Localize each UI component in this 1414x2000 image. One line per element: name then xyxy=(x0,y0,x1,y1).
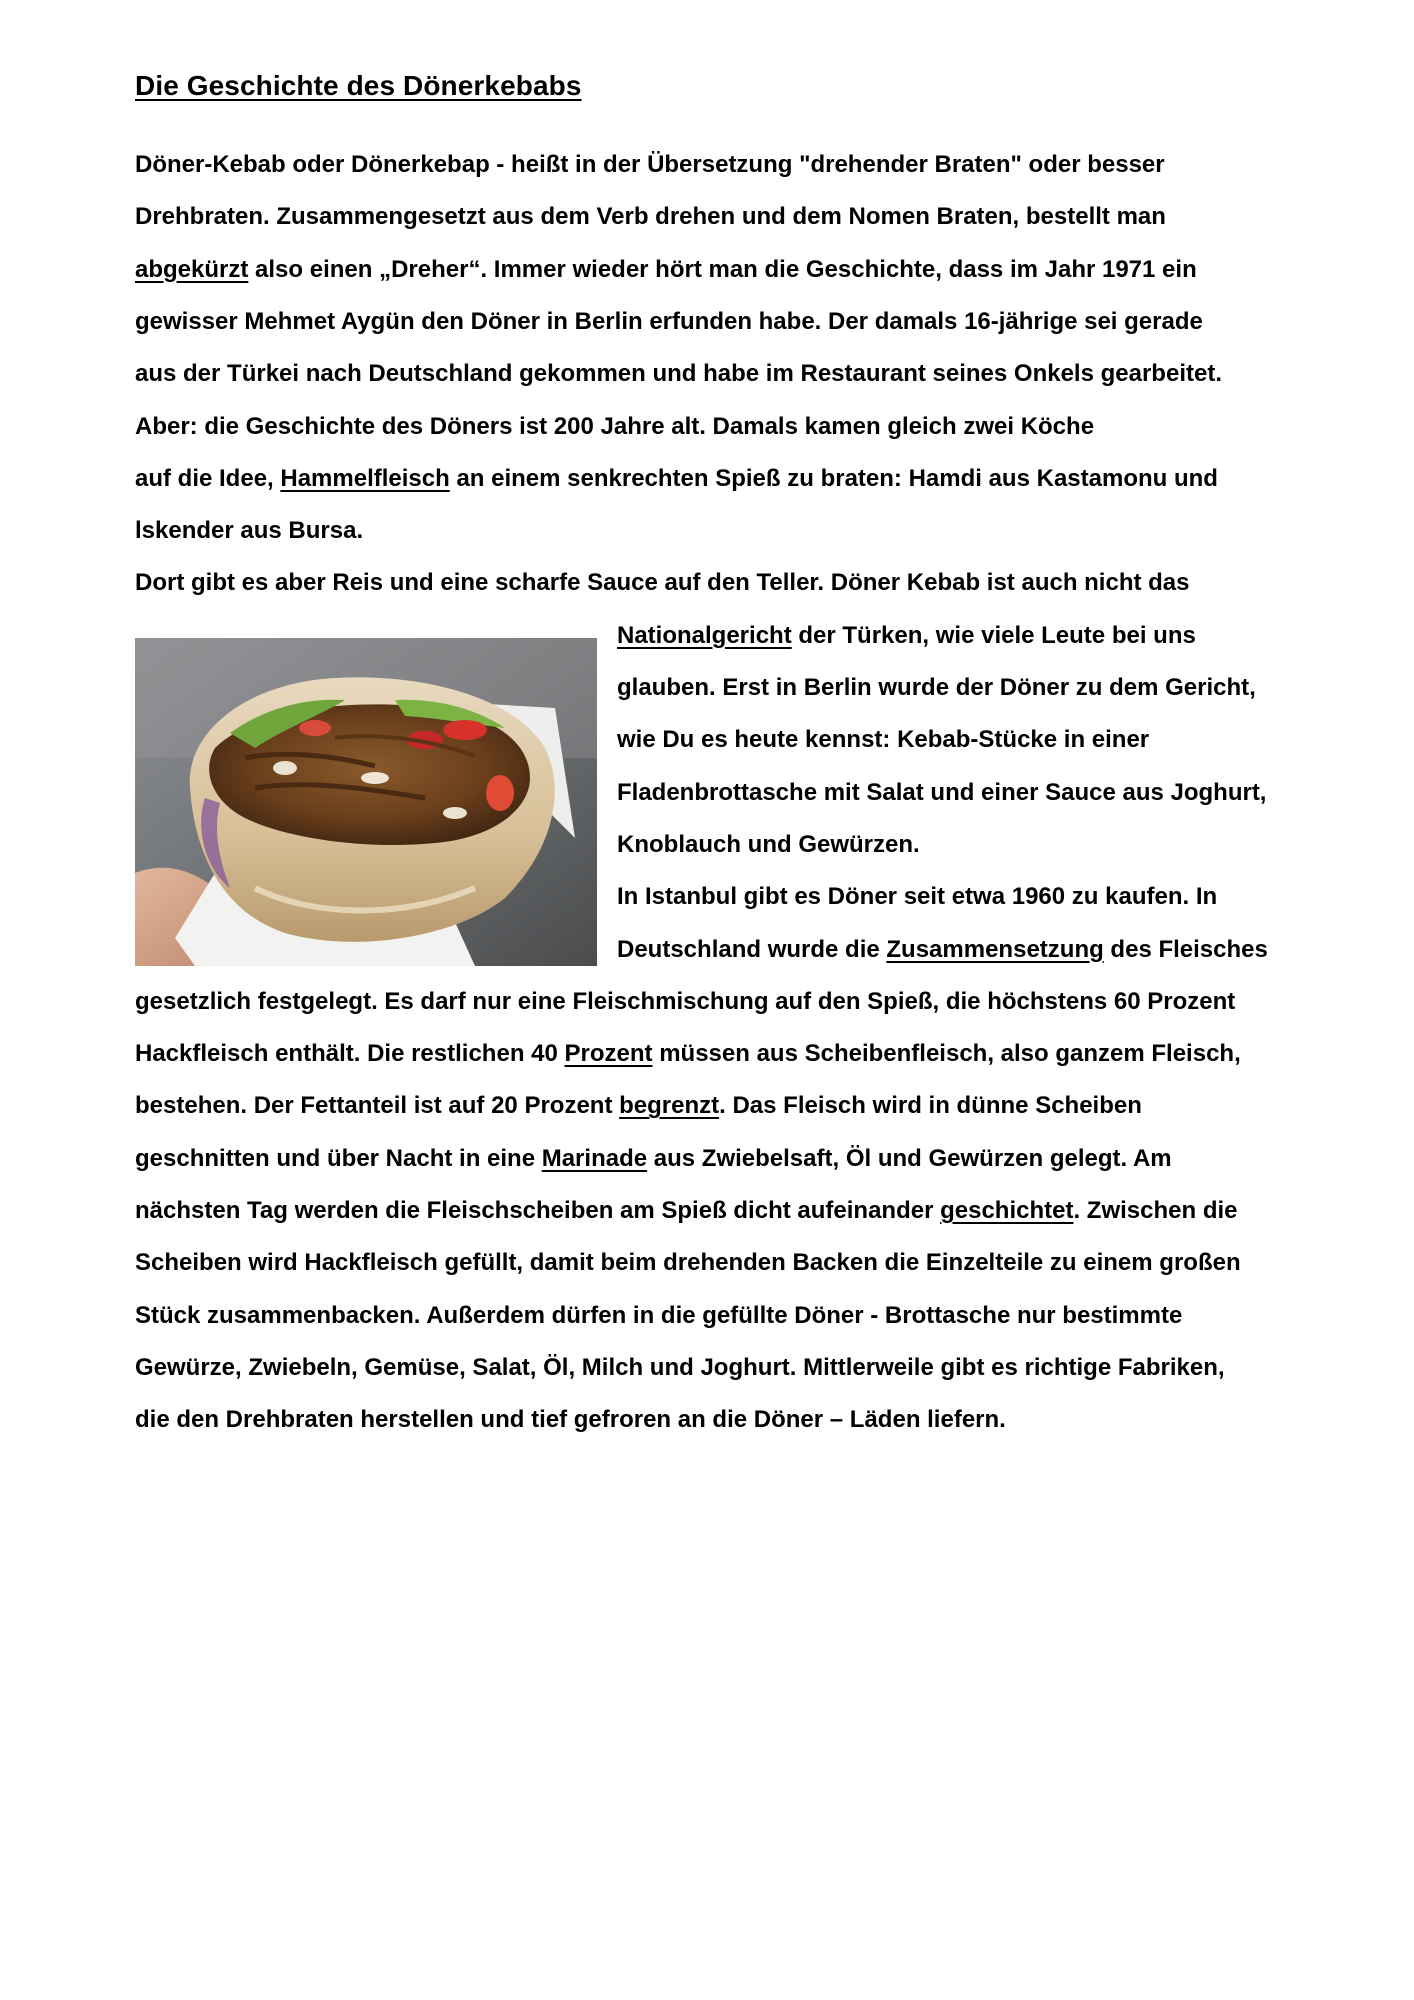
text-segment: des Fleisches xyxy=(1103,935,1268,963)
text-segment: In Istanbul gibt es Döner seit etwa 1960 zu kaufen. In xyxy=(617,883,1218,911)
text-line xyxy=(135,1196,1238,1226)
text-segment: Drehbraten. Zusammengesetzt aus dem Verb drehen und dem Nomen Braten, bestellt man xyxy=(135,203,1166,231)
underlined-term: Prozent xyxy=(564,1040,653,1068)
text-segment: gesetzlich festgelegt. Es darf nur eine Fleischmischung auf den Spieß, die höchstens 60 Prozent xyxy=(135,987,1236,1015)
text-line xyxy=(135,1353,1225,1383)
text-segment: Aber: die Geschichte des Döners ist 200 Jahre alt. Damals kamen gleich zwei Köche xyxy=(135,412,1095,440)
text-line xyxy=(135,359,1222,389)
text-segment: . Das Fleisch wird in dünne Scheiben xyxy=(719,1092,1142,1120)
text-segment: müssen aus Scheibenfleisch, also ganzem Fleisch, xyxy=(652,1040,1241,1068)
text-line xyxy=(617,673,1256,703)
doner-kebab-photo xyxy=(135,638,597,966)
text-segment: nächsten Tag werden die Fleischscheiben am Spieß dicht aufeinander xyxy=(135,1197,941,1224)
text-line xyxy=(135,412,1094,442)
text-line xyxy=(135,1405,1006,1435)
text-line xyxy=(135,987,1235,1017)
text-segment: bestehen. Der Fettanteil ist auf 20 Prozent xyxy=(135,1092,620,1120)
text-segment: wie Du es heute kennst: Kebab-Stücke in einer xyxy=(617,726,1150,754)
text-segment: lskender aus Bursa. xyxy=(135,517,364,545)
text-segment: Dort gibt es aber Reis und eine scharfe Sauce auf den Teller. Döner Kebab ist auch nicht das xyxy=(135,569,1190,597)
text-segment: auf die Idee, xyxy=(135,464,281,492)
text-line xyxy=(617,935,1268,965)
underlined-term: Hammelfleisch xyxy=(280,464,450,492)
text-segment: an einem senkrechten Spieß zu braten: Hamdi aus Kastamonu und xyxy=(449,464,1218,492)
text-line xyxy=(135,202,1166,232)
text-segment: . Zwischen die xyxy=(1073,1197,1238,1224)
underlined-term: Marinade xyxy=(541,1144,648,1172)
text-segment: Hackfleisch enthält. Die restlichen 40 xyxy=(135,1040,565,1068)
text-line xyxy=(135,1091,1142,1121)
text-line xyxy=(135,516,363,546)
text-segment: geschnitten und über Nacht in eine xyxy=(135,1144,542,1172)
underlined-term: Nationalgericht xyxy=(617,621,792,649)
text-line xyxy=(617,621,1196,651)
text-segment: Fladenbrottasche mit Salat und einer Sauce aus Joghurt, xyxy=(617,778,1267,806)
text-segment: die den Drehbraten herstellen und tief gefroren an die Döner – Läden liefern. xyxy=(135,1406,1006,1434)
text-line xyxy=(135,1039,1241,1069)
text-line xyxy=(617,725,1149,755)
text-segment: also einen „Dreher“. Immer wieder hört man die Geschichte, dass im Jahr 1971 ein xyxy=(248,255,1197,283)
text-line xyxy=(617,778,1266,808)
text-segment: der Türken, wie viele Leute bei uns xyxy=(791,621,1196,649)
text-line xyxy=(617,830,920,860)
text-line xyxy=(617,882,1217,912)
text-line xyxy=(135,464,1218,494)
text-line xyxy=(135,1301,1182,1331)
text-line xyxy=(135,1248,1241,1278)
underlined-term: begrenzt xyxy=(619,1092,720,1120)
text-segment: gewisser Mehmet Aygün den Döner in Berlin erfunden habe. Der damals 16-jährige sei gerade xyxy=(135,307,1203,335)
text-segment: Scheiben wird Hackfleisch gefüllt, damit beim drehenden Backen die Einzelteile zu einem großen xyxy=(135,1249,1241,1277)
text-segment: Stück zusammenbacken. Außerdem dürfen in die gefüllte Döner - Brottasche nur bestimmte xyxy=(135,1301,1183,1329)
underlined-term: Zusammensetzung xyxy=(886,935,1104,963)
text-line xyxy=(135,255,1197,285)
text-line xyxy=(135,307,1203,337)
text-segment: glauben. Erst in Berlin wurde der Döner zu dem Gericht, xyxy=(617,674,1256,701)
text-line xyxy=(135,150,1165,180)
text-segment: Deutschland wurde die xyxy=(617,935,887,963)
text-segment: aus der Türkei nach Deutschland gekommen und habe im Restaurant seines Onkels gearbeitet. xyxy=(135,360,1222,388)
text-segment: Knoblauch und Gewürzen. xyxy=(617,830,920,858)
text-segment: Döner-Kebab oder Dönerkebap - heißt in der Übersetzung "drehender Braten" oder besser xyxy=(135,151,1165,178)
underlined-term: abgekürzt xyxy=(135,255,249,283)
text-segment: aus Zwiebelsaft, Öl und Gewürzen gelegt. Am xyxy=(647,1144,1172,1172)
text-line xyxy=(135,1144,1172,1174)
text-segment: Gewürze, Zwiebeln, Gemüse, Salat, Öl, Milch und Joghurt. Mittlerweile gibt es richtige Fabriken, xyxy=(135,1353,1225,1381)
underlined-term: geschichtet xyxy=(940,1197,1074,1224)
text-line xyxy=(135,568,1190,598)
document-title: Die Geschichte des Dönerkebabs xyxy=(135,70,582,101)
